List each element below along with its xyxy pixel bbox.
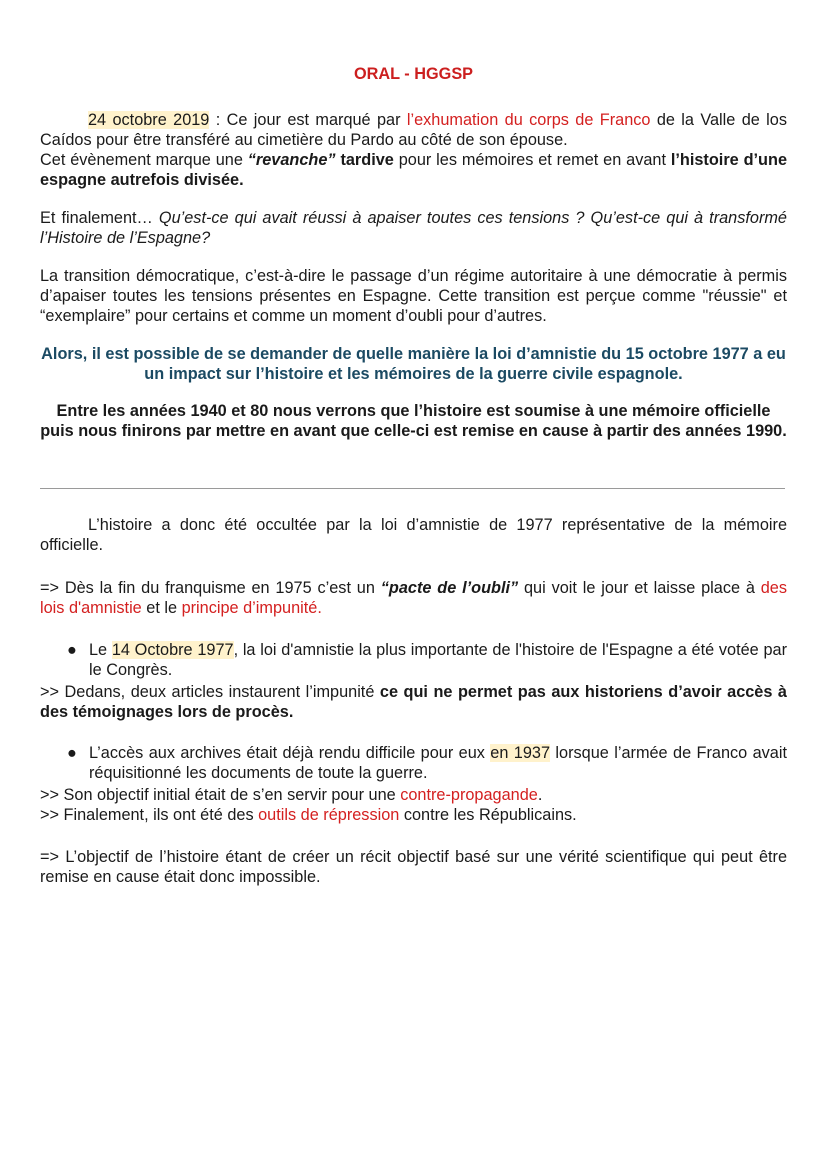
highlighted-date: 24 octobre 2019 — [88, 111, 210, 129]
intro-line-2: Cet évènement marque une “revanche” tardive pour les mémoires et remet en avant l’histoire d’une espagne autrefois divisée. — [40, 151, 788, 189]
contre-propagande-text: contre-propagande — [400, 786, 538, 804]
histoire-text: l’histoire d’une espagne autrefois divisée. — [40, 151, 788, 189]
transition-paragraph: La transition démocratique, c’est-à-dire le passage d’un régime autoritaire à une démocratie à permis d’apaiser toutes les tensions présentes en Espagne. Cette transition est perçue comme "réussie" et “exemplaire” pour certains et comme un moment d’oubli pour d’autres. — [40, 267, 787, 325]
horizontal-divider — [40, 488, 785, 489]
intro-line-1: 24 octobre 2019 : Ce jour est marqué par l’exhumation du corps de Franco de la Valle de los Caídos pour être transféré au cimetière du Pardo au côté de son épouse. — [40, 111, 787, 149]
question-text: Qu’est-ce qui avait réussi à apaiser toutes ces tensions ? Qu’est-ce qui à transformé l’Histoire de l’Espagne? — [40, 209, 787, 247]
page-title: ORAL - HGGSP — [353, 65, 474, 83]
bullet-dot: ● — [67, 744, 77, 762]
bullet-dot: ● — [67, 641, 77, 659]
intro-paragraph — [40, 110, 787, 190]
bullet-2: ● L’accès aux archives était déjà rendu difficile pour eux en 1937 lorsque l’armée de Franco avait réquisitionné les documents de toute la guerre. — [67, 744, 787, 782]
part1-objectif: >> Son objectif initial était de s’en servir pour une contre-propagande. >> Finalement, ils ont été des outils de répression contre les Républicains. — [40, 786, 577, 824]
principe-text: principe d’impunité. — [181, 599, 322, 617]
problematique: Alors, il est possible de se demander de quelle manière la loi d’amnistie du 15 octobre 1977 a eu un impact sur l’histoire et les mémoires de la guerre civile espagnole. — [41, 345, 786, 383]
pacte-text: “pacte de l’oubli” — [380, 579, 519, 597]
part1-intro: L’histoire a donc été occultée par la loi d’amnistie de 1977 représentative de la mémoire officielle. — [40, 516, 787, 554]
revanche-text: “revanche” — [247, 151, 336, 169]
bullet-1: ● Le 14 Octobre 1977, la loi d'amnistie la plus importante de l'histoire de l'Espagne a été votée par le Congrès. — [67, 641, 787, 679]
highlighted-date: en 1937 — [490, 744, 551, 762]
highlighted-date: 14 Octobre 1977 — [111, 641, 234, 659]
impunite-bold-text: ce qui ne permet pas aux historiens d’avoir accès à des témoignages lors de procès. — [40, 683, 787, 721]
exhumation-text: l’exhumation du corps de Franco — [406, 111, 651, 129]
part1-pacte: => Dès la fin du franquisme en 1975 c’est un “pacte de l’oubli” qui voit le jour et laisse place à des lois d'amnistie et le principe d’impunité. — [40, 579, 788, 617]
question-paragraph: Et finalement… Qu’est-ce qui avait réussi à apaiser toutes ces tensions ? Qu’est-ce qui à transformé l’Histoire de l’Espagne? — [40, 209, 787, 247]
part1-conclusion: => L’objectif de l’histoire étant de créer un récit objectif basé sur une vérité scientifique qui peut être remise en cause était donc impossible. — [40, 848, 787, 886]
plan-annonce: Entre les années 1940 et 80 nous verrons que l’histoire est soumise à une mémoire officielle puis nous finirons par mettre en avant que celle-ci est remise en cause à partir des années 1990. — [40, 402, 787, 440]
part1-impunite: >> Dedans, deux articles instaurent l’impunité ce qui ne permet pas aux historiens d’avoir accès à des témoignages lors de procès. — [40, 683, 787, 721]
lois-text: des lois d'amnistie — [40, 579, 788, 617]
outils-text: outils de répression — [258, 806, 400, 824]
